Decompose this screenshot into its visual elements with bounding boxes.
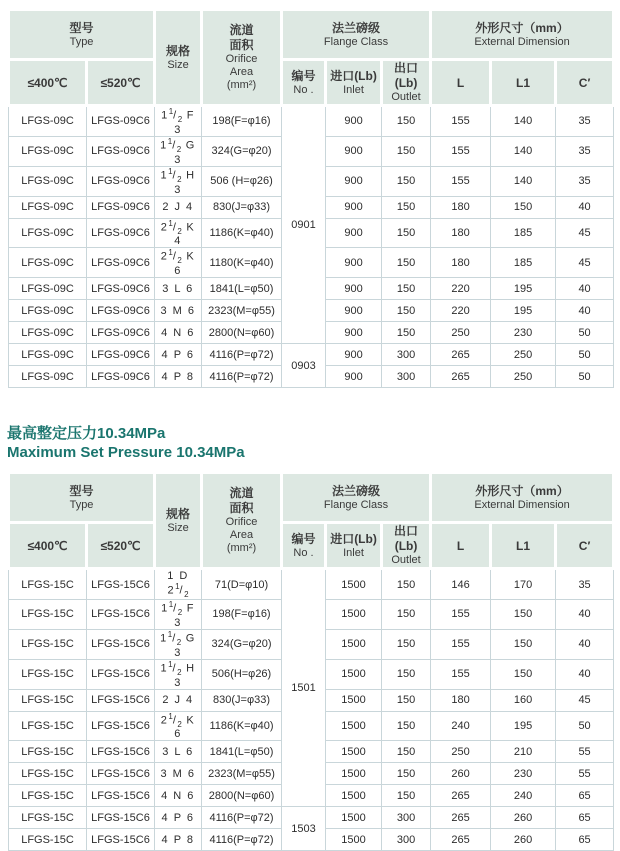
cell-c-prime: 50	[556, 344, 614, 366]
cell-outlet: 150	[382, 278, 431, 300]
cell-outlet: 150	[382, 741, 431, 763]
cell-l1: 210	[491, 741, 556, 763]
cell-size: 2 J 4	[155, 689, 202, 711]
cell-l: 155	[431, 600, 491, 630]
cell-orifice-area: 1180(K=φ40)	[202, 248, 282, 278]
cell-l: 265	[431, 366, 491, 388]
cell-orifice-area: 71(D=φ10)	[202, 569, 282, 600]
cell-c-prime: 50	[556, 322, 614, 344]
cell-orifice-area: 506(H=φ26)	[202, 659, 282, 689]
header-l1: L1	[491, 523, 556, 569]
header-temp-400: ≤400℃	[9, 523, 87, 569]
header-type	[9, 10, 155, 60]
cell-inlet: 1500	[326, 711, 382, 741]
cell-type-400: LFGS-15C	[9, 829, 87, 851]
cell-l1: 260	[491, 807, 556, 829]
header-orifice-unit: (mm²)	[226, 79, 257, 91]
cell-orifice-area: 198(F=φ16)	[202, 106, 282, 137]
cell-l1: 140	[491, 166, 556, 196]
cell-l: 240	[431, 711, 491, 741]
cell-l: 146	[431, 569, 491, 600]
spec-row	[9, 344, 614, 366]
header-inlet: 进口(Lb) Inlet	[326, 60, 382, 106]
cell-size: $2^1/_2$ K 6	[155, 711, 202, 741]
spec-table-lfgs-15c	[7, 471, 615, 851]
header-c-prime: C′	[556, 523, 614, 569]
cell-size: 3 L 6	[155, 278, 202, 300]
header-orifice-en1: Orifice	[225, 516, 258, 529]
header-temp-520: ≤520℃	[87, 523, 155, 569]
cell-c-prime: 35	[556, 166, 614, 196]
cell-l: 180	[431, 248, 491, 278]
cell-inlet: 900	[326, 278, 382, 300]
cell-outlet: 300	[382, 829, 431, 851]
header-dim-en: External Dimension	[474, 35, 570, 48]
cell-type-400: LFGS-15C	[9, 807, 87, 829]
cell-outlet: 150	[382, 300, 431, 322]
cell-outlet: 300	[382, 807, 431, 829]
cell-inlet: 1500	[326, 659, 382, 689]
cell-type-400: LFGS-09C	[9, 366, 87, 388]
header-orifice-area	[202, 473, 282, 569]
cell-inlet: 900	[326, 136, 382, 166]
cell-l: 265	[431, 344, 491, 366]
header-temp-520: ≤520℃	[87, 60, 155, 106]
cell-l1: 185	[491, 248, 556, 278]
cell-orifice-area: 2800(N=φ60)	[202, 785, 282, 807]
cell-type-400: LFGS-15C	[9, 600, 87, 630]
cell-size: $2^1/_2$ K 6	[155, 248, 202, 278]
cell-inlet: 1500	[326, 829, 382, 851]
cell-c-prime: 50	[556, 711, 614, 741]
cell-type-400: LFGS-15C	[9, 741, 87, 763]
header-external-dimension	[431, 10, 614, 60]
header-c-prime: C′	[556, 60, 614, 106]
cell-orifice-area: 324(G=φ20)	[202, 136, 282, 166]
cell-size: $1^1/_2$ H 3	[155, 166, 202, 196]
cell-outlet: 300	[382, 344, 431, 366]
cell-inlet: 1500	[326, 807, 382, 829]
cell-l1: 195	[491, 300, 556, 322]
header-orifice-en1: Orifice	[225, 53, 258, 65]
cell-type-520: LFGS-09C6	[87, 166, 155, 196]
header-orifice-zh2: 面积	[229, 38, 254, 52]
cell-size: $1^1/_2$ F 3	[155, 600, 202, 630]
cell-outlet: 150	[382, 322, 431, 344]
cell-inlet: 900	[326, 166, 382, 196]
cell-l: 180	[431, 689, 491, 711]
cell-type-520: LFGS-15C6	[87, 659, 155, 689]
header-flange-no: 编号 No .	[282, 60, 326, 106]
cell-size: 4 P 8	[155, 829, 202, 851]
cell-size: 1 D $2^1/_2$	[155, 569, 202, 600]
cell-type-400: LFGS-09C	[9, 278, 87, 300]
cell-type-400: LFGS-15C	[9, 785, 87, 807]
cell-l1: 260	[491, 829, 556, 851]
cell-type-520: LFGS-09C6	[87, 366, 155, 388]
cell-type-520: LFGS-15C6	[87, 829, 155, 851]
header-type	[9, 473, 155, 523]
cell-type-520: LFGS-15C6	[87, 689, 155, 711]
spec-table-lfgs-09c	[7, 8, 615, 388]
cell-c-prime: 40	[556, 629, 614, 659]
header-orifice-area	[202, 10, 282, 106]
cell-c-prime: 45	[556, 218, 614, 248]
header-flange-en: Flange Class	[323, 498, 389, 511]
cell-l1: 230	[491, 763, 556, 785]
header-orifice-en2: Area	[229, 66, 254, 78]
cell-type-400: LFGS-15C	[9, 689, 87, 711]
cell-c-prime: 55	[556, 763, 614, 785]
header-dim-zh: 外形尺寸（mm）	[475, 483, 569, 498]
cell-inlet: 1500	[326, 741, 382, 763]
section-title-zh: 最高整定压力10.34MPa	[7, 425, 166, 443]
cell-type-400: LFGS-09C	[9, 344, 87, 366]
header-orifice-zh1: 流道	[229, 23, 254, 37]
cell-type-520: LFGS-09C6	[87, 196, 155, 218]
cell-size: 4 N 6	[155, 785, 202, 807]
cell-type-520: LFGS-15C6	[87, 807, 155, 829]
cell-inlet: 900	[326, 248, 382, 278]
cell-type-400: LFGS-09C	[9, 136, 87, 166]
cell-l: 265	[431, 807, 491, 829]
cell-orifice-area: 324(G=φ20)	[202, 629, 282, 659]
cell-type-520: LFGS-09C6	[87, 322, 155, 344]
cell-type-400: LFGS-09C	[9, 300, 87, 322]
cell-size: 4 N 6	[155, 322, 202, 344]
cell-inlet: 900	[326, 322, 382, 344]
header-outlet: 出口(Lb) Outlet	[382, 60, 431, 106]
cell-orifice-area: 1841(L=φ50)	[202, 741, 282, 763]
cell-size: 3 M 6	[155, 763, 202, 785]
cell-outlet: 150	[382, 136, 431, 166]
cell-l1: 240	[491, 785, 556, 807]
header-flange-zh: 法兰磅级	[332, 483, 381, 498]
cell-size: $1^1/_2$ H 3	[155, 659, 202, 689]
cell-size: 4 P 8	[155, 366, 202, 388]
header-orifice-zh2: 面积	[229, 501, 254, 516]
cell-l1: 250	[491, 366, 556, 388]
cell-orifice-area: 830(J=φ33)	[202, 196, 282, 218]
header-size-zh: 规格	[166, 506, 191, 521]
header-size	[155, 473, 202, 569]
cell-type-520: LFGS-09C6	[87, 300, 155, 322]
header-flange-zh: 法兰磅级	[332, 20, 381, 35]
cell-orifice-area: 1841(L=φ50)	[202, 278, 282, 300]
cell-inlet: 1500	[326, 763, 382, 785]
cell-c-prime: 55	[556, 741, 614, 763]
cell-c-prime: 40	[556, 300, 614, 322]
header-size	[155, 10, 202, 106]
cell-inlet: 1500	[326, 785, 382, 807]
header-inlet: 进口(Lb) Inlet	[326, 523, 382, 569]
header-l: L	[431, 523, 491, 569]
cell-outlet: 150	[382, 711, 431, 741]
cell-type-520: LFGS-09C6	[87, 218, 155, 248]
cell-l: 180	[431, 196, 491, 218]
cell-inlet: 900	[326, 366, 382, 388]
cell-c-prime: 65	[556, 829, 614, 851]
cell-orifice-area: 4116(P=φ72)	[202, 366, 282, 388]
cell-l1: 150	[491, 629, 556, 659]
cell-inlet: 1500	[326, 600, 382, 630]
cell-l1: 195	[491, 278, 556, 300]
cell-outlet: 150	[382, 689, 431, 711]
cell-orifice-area: 830(J=φ33)	[202, 689, 282, 711]
spec-row	[9, 569, 614, 600]
header-external-dimension	[431, 473, 614, 523]
cell-outlet: 150	[382, 106, 431, 137]
cell-c-prime: 40	[556, 278, 614, 300]
cell-size: $1^1/_2$ G 3	[155, 136, 202, 166]
cell-l1: 150	[491, 196, 556, 218]
cell-type-400: LFGS-15C	[9, 659, 87, 689]
cell-l: 155	[431, 136, 491, 166]
cell-type-400: LFGS-09C	[9, 248, 87, 278]
cell-size: $1^1/_2$ G 3	[155, 629, 202, 659]
cell-flange-no: 0903	[282, 344, 326, 388]
cell-size: $2^1/_2$ K 4	[155, 218, 202, 248]
cell-l1: 250	[491, 344, 556, 366]
header-flange-no: 编号 No .	[282, 523, 326, 569]
cell-type-520: LFGS-09C6	[87, 344, 155, 366]
cell-l: 155	[431, 166, 491, 196]
header-orifice-en2: Area	[229, 529, 254, 542]
cell-size: 2 J 4	[155, 196, 202, 218]
cell-inlet: 900	[326, 300, 382, 322]
cell-l1: 150	[491, 600, 556, 630]
cell-orifice-area: 2323(M=φ55)	[202, 763, 282, 785]
cell-l: 220	[431, 300, 491, 322]
cell-type-520: LFGS-09C6	[87, 136, 155, 166]
header-flange-class	[282, 10, 431, 60]
header-size-en: Size	[167, 521, 189, 534]
cell-l1: 140	[491, 106, 556, 137]
cell-inlet: 900	[326, 106, 382, 137]
cell-inlet: 900	[326, 196, 382, 218]
cell-c-prime: 40	[556, 659, 614, 689]
cell-c-prime: 45	[556, 248, 614, 278]
header-size-zh: 规格	[166, 43, 191, 58]
cell-type-520: LFGS-15C6	[87, 741, 155, 763]
cell-type-400: LFGS-09C	[9, 218, 87, 248]
header-type-zh: 型号	[69, 20, 94, 35]
header-orifice-zh1: 流道	[229, 486, 254, 501]
cell-c-prime: 65	[556, 785, 614, 807]
cell-l: 250	[431, 741, 491, 763]
spec-row	[9, 106, 614, 137]
cell-c-prime: 35	[556, 106, 614, 137]
cell-inlet: 900	[326, 218, 382, 248]
cell-type-520: LFGS-15C6	[87, 763, 155, 785]
cell-outlet: 150	[382, 218, 431, 248]
cell-orifice-area: 506 (H=φ26)	[202, 166, 282, 196]
header-dim-en: External Dimension	[474, 498, 570, 511]
section-title	[7, 424, 620, 462]
cell-c-prime: 65	[556, 807, 614, 829]
cell-type-520: LFGS-15C6	[87, 569, 155, 600]
header-outlet: 出口(Lb) Outlet	[382, 523, 431, 569]
cell-type-400: LFGS-09C	[9, 196, 87, 218]
header-type-en: Type	[69, 35, 94, 48]
header-flange-class	[282, 473, 431, 523]
cell-inlet: 1500	[326, 569, 382, 600]
cell-type-520: LFGS-09C6	[87, 248, 155, 278]
header-l: L	[431, 60, 491, 106]
cell-orifice-area: 1186(K=φ40)	[202, 218, 282, 248]
cell-flange-no: 1503	[282, 807, 326, 851]
cell-outlet: 150	[382, 763, 431, 785]
cell-type-520: LFGS-15C6	[87, 711, 155, 741]
header-dim-zh: 外形尺寸（mm）	[475, 20, 569, 35]
cell-type-520: LFGS-09C6	[87, 106, 155, 137]
cell-outlet: 150	[382, 659, 431, 689]
cell-size: 3 L 6	[155, 741, 202, 763]
cell-outlet: 150	[382, 196, 431, 218]
cell-c-prime: 40	[556, 600, 614, 630]
header-temp-400: ≤400℃	[9, 60, 87, 106]
header-flange-en: Flange Class	[323, 35, 389, 48]
cell-l: 250	[431, 322, 491, 344]
cell-orifice-area: 4116(P=φ72)	[202, 829, 282, 851]
cell-outlet: 150	[382, 248, 431, 278]
header-orifice-unit: (mm²)	[226, 542, 257, 555]
cell-l1: 195	[491, 711, 556, 741]
cell-flange-no: 0901	[282, 106, 326, 344]
cell-l1: 185	[491, 218, 556, 248]
section-title-en: Maximum Set Pressure 10.34MPa	[7, 444, 245, 462]
cell-l1: 150	[491, 659, 556, 689]
cell-type-520: LFGS-15C6	[87, 785, 155, 807]
header-l1: L1	[491, 60, 556, 106]
cell-inlet: 1500	[326, 629, 382, 659]
header-type-en: Type	[69, 498, 94, 511]
cell-outlet: 150	[382, 785, 431, 807]
cell-orifice-area: 1186(K=φ40)	[202, 711, 282, 741]
cell-type-520: LFGS-15C6	[87, 629, 155, 659]
cell-orifice-area: 2323(M=φ55)	[202, 300, 282, 322]
cell-orifice-area: 198(F=φ16)	[202, 600, 282, 630]
cell-orifice-area: 4116(P=φ72)	[202, 807, 282, 829]
cell-c-prime: 35	[556, 136, 614, 166]
cell-size: 3 M 6	[155, 300, 202, 322]
cell-l: 155	[431, 106, 491, 137]
cell-c-prime: 40	[556, 196, 614, 218]
cell-type-520: LFGS-09C6	[87, 278, 155, 300]
cell-outlet: 300	[382, 366, 431, 388]
cell-type-400: LFGS-15C	[9, 629, 87, 659]
cell-c-prime: 50	[556, 366, 614, 388]
cell-l1: 160	[491, 689, 556, 711]
cell-size: $1^1/_2$ F 3	[155, 106, 202, 137]
cell-flange-no: 1501	[282, 569, 326, 807]
cell-l: 260	[431, 763, 491, 785]
cell-size: 4 P 6	[155, 807, 202, 829]
cell-outlet: 150	[382, 600, 431, 630]
cell-type-400: LFGS-15C	[9, 763, 87, 785]
cell-inlet: 1500	[326, 689, 382, 711]
cell-type-520: LFGS-15C6	[87, 600, 155, 630]
cell-type-400: LFGS-15C	[9, 711, 87, 741]
cell-l: 265	[431, 785, 491, 807]
cell-outlet: 150	[382, 629, 431, 659]
cell-type-400: LFGS-09C	[9, 106, 87, 137]
cell-l: 155	[431, 659, 491, 689]
cell-l: 180	[431, 218, 491, 248]
spec-row	[9, 807, 614, 829]
cell-c-prime: 35	[556, 569, 614, 600]
cell-l1: 140	[491, 136, 556, 166]
cell-size: 4 P 6	[155, 344, 202, 366]
cell-l1: 230	[491, 322, 556, 344]
cell-type-400: LFGS-09C	[9, 322, 87, 344]
cell-type-400: LFGS-09C	[9, 166, 87, 196]
cell-c-prime: 45	[556, 689, 614, 711]
cell-l: 220	[431, 278, 491, 300]
cell-outlet: 150	[382, 166, 431, 196]
header-size-en: Size	[167, 58, 189, 71]
cell-orifice-area: 4116(P=φ72)	[202, 344, 282, 366]
cell-outlet: 150	[382, 569, 431, 600]
cell-l: 155	[431, 629, 491, 659]
cell-l1: 170	[491, 569, 556, 600]
cell-type-400: LFGS-15C	[9, 569, 87, 600]
cell-l: 265	[431, 829, 491, 851]
header-type-zh: 型号	[69, 483, 94, 498]
cell-orifice-area: 2800(N=φ60)	[202, 322, 282, 344]
cell-inlet: 900	[326, 344, 382, 366]
